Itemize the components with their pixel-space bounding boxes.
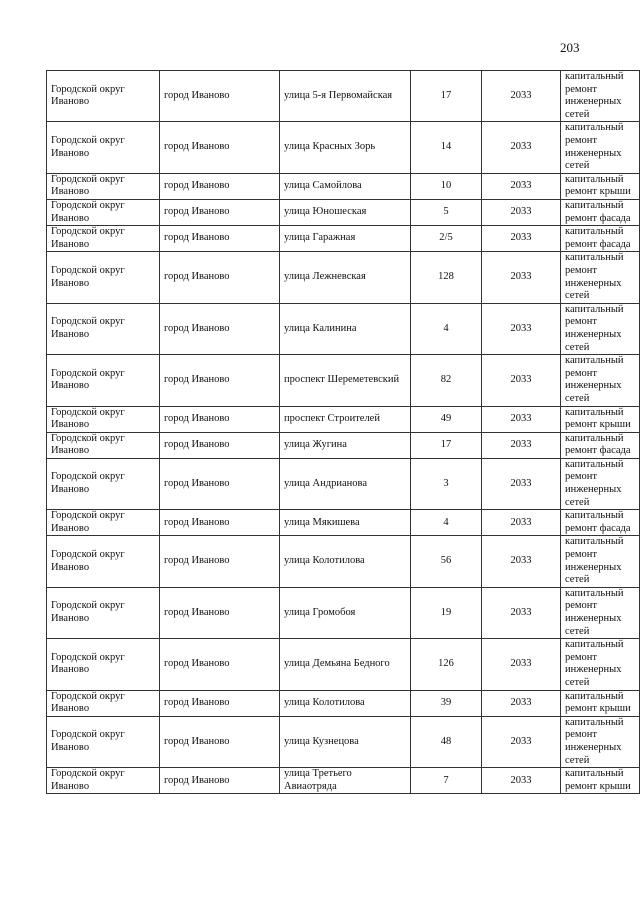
district-cell: Городской округ Иваново [47,226,160,252]
street-cell: улица Жугина [280,432,411,458]
work-type-cell: капитальный ремонт крыши [561,690,640,716]
work-type-cell: капитальный ремонт инженерных сетей [561,303,640,354]
street-cell: улица Лежневская [280,252,411,303]
table-row [47,716,640,767]
year-cell: 2033 [482,510,561,536]
street-cell: улица Кузнецова [280,716,411,767]
year-cell: 2033 [482,587,561,638]
house-number-cell: 7 [411,768,482,794]
table-row [47,768,640,794]
house-number-cell: 2/5 [411,226,482,252]
year-cell: 2033 [482,199,561,225]
district-cell: Городской округ Иваново [47,510,160,536]
year-cell: 2033 [482,303,561,354]
district-cell: Городской округ Иваново [47,199,160,225]
street-cell: улица Третьего Авиаотряда [280,768,411,794]
street-cell: улица Юношеская [280,199,411,225]
work-type-cell: капитальный ремонт крыши [561,768,640,794]
work-type-cell: капитальный ремонт инженерных сетей [561,587,640,638]
city-cell: город Иваново [160,252,280,303]
table-row [47,536,640,587]
house-number-cell: 82 [411,355,482,406]
year-cell: 2033 [482,768,561,794]
year-cell: 2033 [482,406,561,432]
city-cell: город Иваново [160,406,280,432]
year-cell: 2033 [482,355,561,406]
city-cell: город Иваново [160,716,280,767]
table-row [47,510,640,536]
table-row [47,122,640,173]
district-cell: Городской округ Иваново [47,587,160,638]
year-cell: 2033 [482,226,561,252]
house-number-cell: 56 [411,536,482,587]
work-type-cell: капитальный ремонт инженерных сетей [561,122,640,173]
work-type-cell: капитальный ремонт фасада [561,226,640,252]
work-type-cell: капитальный ремонт фасада [561,432,640,458]
street-cell: улица Демьяна Бедного [280,639,411,690]
house-number-cell: 39 [411,690,482,716]
table-row [47,458,640,509]
street-cell: улица Колотилова [280,690,411,716]
city-cell: город Иваново [160,458,280,509]
house-number-cell: 128 [411,252,482,303]
district-cell: Городской округ Иваново [47,71,160,122]
city-cell: город Иваново [160,173,280,199]
work-type-cell: капитальный ремонт фасада [561,199,640,225]
house-number-cell: 5 [411,199,482,225]
city-cell: город Иваново [160,587,280,638]
street-cell: проспект Шереметевский [280,355,411,406]
district-cell: Городской округ Иваново [47,355,160,406]
year-cell: 2033 [482,122,561,173]
work-type-cell: капитальный ремонт фасада [561,510,640,536]
street-cell: улица Гаражная [280,226,411,252]
district-cell: Городской округ Иваново [47,458,160,509]
table-row [47,406,640,432]
district-cell: Городской округ Иваново [47,252,160,303]
table-row [47,587,640,638]
housing-repair-table [46,70,640,794]
year-cell: 2033 [482,639,561,690]
table-row [47,690,640,716]
district-cell: Городской округ Иваново [47,536,160,587]
house-number-cell: 10 [411,173,482,199]
street-cell: улица Колотилова [280,536,411,587]
house-number-cell: 49 [411,406,482,432]
city-cell: город Иваново [160,226,280,252]
district-cell: Городской округ Иваново [47,432,160,458]
year-cell: 2033 [482,690,561,716]
table-row [47,303,640,354]
house-number-cell: 3 [411,458,482,509]
district-cell: Городской округ Иваново [47,122,160,173]
year-cell: 2033 [482,252,561,303]
house-number-cell: 14 [411,122,482,173]
city-cell: город Иваново [160,122,280,173]
work-type-cell: капитальный ремонт инженерных сетей [561,458,640,509]
city-cell: город Иваново [160,690,280,716]
year-cell: 2033 [482,716,561,767]
street-cell: улица Самойлова [280,173,411,199]
table-body [47,71,640,794]
city-cell: город Иваново [160,303,280,354]
city-cell: город Иваново [160,199,280,225]
table-row [47,226,640,252]
year-cell: 2033 [482,173,561,199]
table-row [47,252,640,303]
district-cell: Городской округ Иваново [47,303,160,354]
district-cell: Городской округ Иваново [47,639,160,690]
city-cell: город Иваново [160,639,280,690]
work-type-cell: капитальный ремонт крыши [561,406,640,432]
district-cell: Городской округ Иваново [47,768,160,794]
house-number-cell: 17 [411,71,482,122]
table-row [47,432,640,458]
street-cell: улица Калинина [280,303,411,354]
city-cell: город Иваново [160,71,280,122]
district-cell: Городской округ Иваново [47,173,160,199]
street-cell: улица Андрианова [280,458,411,509]
house-number-cell: 4 [411,510,482,536]
year-cell: 2033 [482,458,561,509]
work-type-cell: капитальный ремонт инженерных сетей [561,71,640,122]
district-cell: Городской округ Иваново [47,690,160,716]
work-type-cell: капитальный ремонт крыши [561,173,640,199]
house-number-cell: 126 [411,639,482,690]
work-type-cell: капитальный ремонт инженерных сетей [561,639,640,690]
city-cell: город Иваново [160,536,280,587]
table-row [47,199,640,225]
street-cell: улица Мякишева [280,510,411,536]
house-number-cell: 19 [411,587,482,638]
year-cell: 2033 [482,432,561,458]
house-number-cell: 48 [411,716,482,767]
city-cell: город Иваново [160,510,280,536]
city-cell: город Иваново [160,432,280,458]
year-cell: 2033 [482,71,561,122]
city-cell: город Иваново [160,768,280,794]
work-type-cell: капитальный ремонт инженерных сетей [561,355,640,406]
page-number: 203 [560,40,580,55]
year-cell: 2033 [482,536,561,587]
street-cell: улица Громобоя [280,587,411,638]
city-cell: город Иваново [160,355,280,406]
street-cell: улица 5-я Первомайская [280,71,411,122]
house-number-cell: 17 [411,432,482,458]
table-row [47,71,640,122]
work-type-cell: капитальный ремонт инженерных сетей [561,536,640,587]
table-row [47,639,640,690]
district-cell: Городской округ Иваново [47,716,160,767]
work-type-cell: капитальный ремонт инженерных сетей [561,252,640,303]
table-row [47,355,640,406]
work-type-cell: капитальный ремонт инженерных сетей [561,716,640,767]
district-cell: Городской округ Иваново [47,406,160,432]
table-row [47,173,640,199]
house-number-cell: 4 [411,303,482,354]
street-cell: проспект Строителей [280,406,411,432]
street-cell: улица Красных Зорь [280,122,411,173]
